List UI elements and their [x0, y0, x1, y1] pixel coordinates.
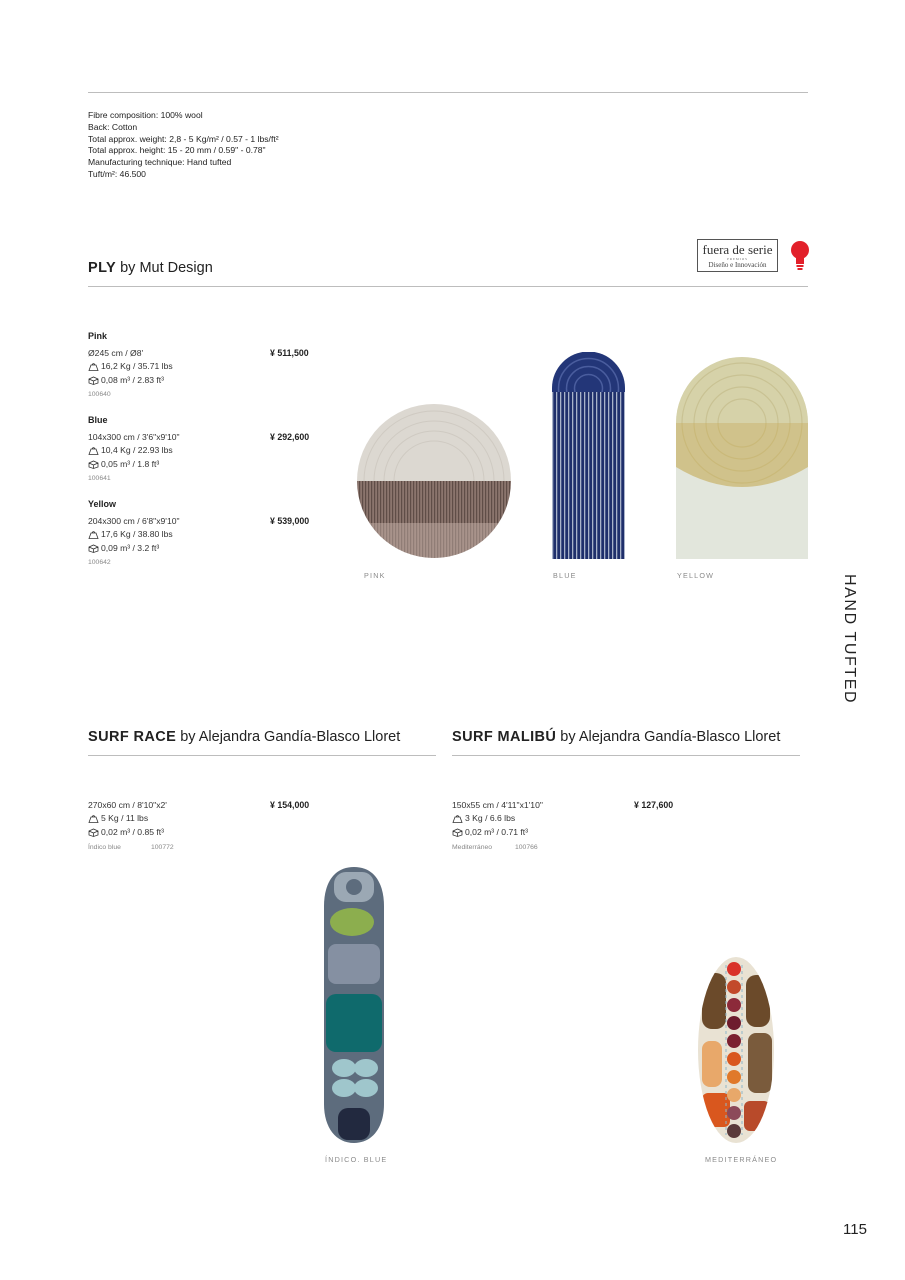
variant-name-blue: Blue	[88, 415, 108, 425]
weight-icon	[88, 814, 99, 823]
ply-yellow-rug-image	[676, 357, 808, 559]
ply-title-designer: by Mut Design	[116, 260, 213, 276]
variant-code: 100641	[88, 475, 111, 482]
weight-icon	[88, 446, 99, 455]
ply-title	[88, 260, 213, 276]
variant-size: 204x300 cm / 6'8"x9'10"	[88, 516, 180, 526]
surf-race-rug-image	[322, 866, 386, 1144]
variant-volume-text: 0,09 m³ / 3.2 ft³	[101, 543, 160, 553]
surf-malibu-volume	[452, 827, 528, 837]
surf-race-price: ¥ 154,000	[270, 800, 310, 810]
top-rule	[88, 92, 808, 93]
box-volume-icon	[88, 828, 99, 837]
surf-race-code: 100772	[151, 844, 174, 851]
caption-surf-race: ÍNDICO. BLUE	[325, 1155, 388, 1164]
variant-price: ¥ 292,600	[270, 432, 310, 442]
variant-volume-text: 0,05 m³ / 1.8 ft³	[101, 459, 160, 469]
variant-name-pink: Pink	[88, 331, 108, 341]
variant-weight	[88, 529, 173, 539]
surf-race-volume	[88, 827, 164, 837]
variant-size: Ø245 cm / Ø8'	[88, 348, 144, 358]
fibre-specs	[88, 110, 279, 181]
box-volume-icon	[88, 460, 99, 469]
surf-race-title	[88, 729, 400, 745]
weight-icon	[88, 362, 99, 371]
variant-price: ¥ 539,000	[270, 516, 310, 526]
logo-line1: fuera de serie	[702, 242, 773, 257]
side-category-label: HAND TUFTED	[841, 574, 858, 705]
surf-malibu-rule	[452, 755, 800, 756]
surf-race-weight	[88, 813, 148, 823]
variant-volume-text: 0,08 m³ / 2.83 ft³	[101, 375, 165, 385]
caption-pink: PINK	[364, 571, 386, 580]
caption-surf-malibu: MEDITERRÁNEO	[705, 1155, 778, 1164]
surf-malibu-code: 100766	[515, 844, 538, 851]
ply-pink-rug-image	[356, 403, 512, 559]
spec-line: Total approx. height: 15 - 20 mm / 0.59" - 0.78"	[88, 145, 266, 156]
ply-rule	[88, 286, 808, 287]
surf-malibu-rug-image	[696, 955, 776, 1145]
red-lightbulb-award-icon	[789, 238, 811, 274]
page-number: 115	[843, 1221, 867, 1238]
surf-race-rule	[88, 755, 436, 756]
box-volume-icon	[88, 376, 99, 385]
variant-name-yellow: Yellow	[88, 499, 117, 509]
surf-malibu-color: Mediterráneo	[452, 844, 493, 851]
caption-blue: BLUE	[553, 571, 577, 580]
surf-race-weight-text: 5 Kg / 11 lbs	[101, 813, 149, 823]
spec-line: Fibre composition: 100% wool	[88, 110, 203, 120]
surf-malibu-volume-text: 0,02 m³ / 0.71 ft³	[465, 827, 529, 837]
surf-race-size: 270x60 cm / 8'10"x2'	[88, 800, 167, 810]
variant-volume	[88, 459, 159, 469]
variant-weight-text: 16,2 Kg / 35.71 lbs	[101, 361, 173, 371]
surf-malibu-title-bold: SURF MALIBÚ	[452, 729, 557, 745]
logo-line2: PREMIOS	[727, 257, 748, 261]
surf-malibu-title-designer: by Alejandra Gandía-Blasco Lloret	[556, 729, 781, 745]
variant-size: 104x300 cm / 3'6"x9'10"	[88, 432, 180, 442]
ply-title-bold: PLY	[88, 260, 117, 276]
surf-race-title-bold: SURF RACE	[88, 729, 177, 745]
spec-line: Total approx. weight: 2,8 - 5 Kg/m² / 0.57 - 1 lbs/ft²	[88, 133, 279, 144]
variant-weight-text: 10,4 Kg / 22.93 lbs	[101, 445, 173, 455]
spec-line: Tuft/m²: 46.500	[88, 168, 146, 179]
box-volume-icon	[88, 544, 99, 553]
surf-malibu-weight-text: 3 Kg / 6.6 lbs	[465, 813, 516, 823]
surf-race-title-designer: by Alejandra Gandía-Blasco Lloret	[176, 729, 401, 745]
surf-malibu-price: ¥ 127,600	[634, 800, 674, 810]
box-volume-icon	[452, 828, 463, 837]
surf-race-color: Índico blue	[88, 844, 121, 851]
variant-weight	[88, 361, 173, 371]
variant-weight-text: 17,6 Kg / 38.80 lbs	[101, 529, 173, 539]
logo-line3: Diseño e Innovación	[708, 261, 767, 269]
surf-malibu-title	[452, 729, 780, 745]
variant-code: 100640	[88, 391, 111, 398]
variant-price: ¥ 511,500	[270, 348, 309, 358]
variant-volume	[88, 543, 159, 553]
surf-malibu-size: 150x55 cm / 4'11"x1'10"	[452, 800, 543, 810]
ply-blue-rug-image	[552, 352, 625, 559]
variant-volume	[88, 375, 164, 385]
spec-line: Manufacturing technique: Hand tufted	[88, 157, 232, 168]
weight-icon	[88, 530, 99, 539]
surf-malibu-weight	[452, 813, 515, 823]
spec-line: Back: Cotton	[88, 121, 138, 132]
surf-race-volume-text: 0,02 m³ / 0.85 ft³	[101, 827, 165, 837]
fuera-de-serie-logo	[697, 239, 778, 272]
caption-yellow: YELLOW	[677, 571, 715, 580]
variant-weight	[88, 445, 173, 455]
weight-icon	[452, 814, 463, 823]
variant-code: 100642	[88, 559, 111, 566]
